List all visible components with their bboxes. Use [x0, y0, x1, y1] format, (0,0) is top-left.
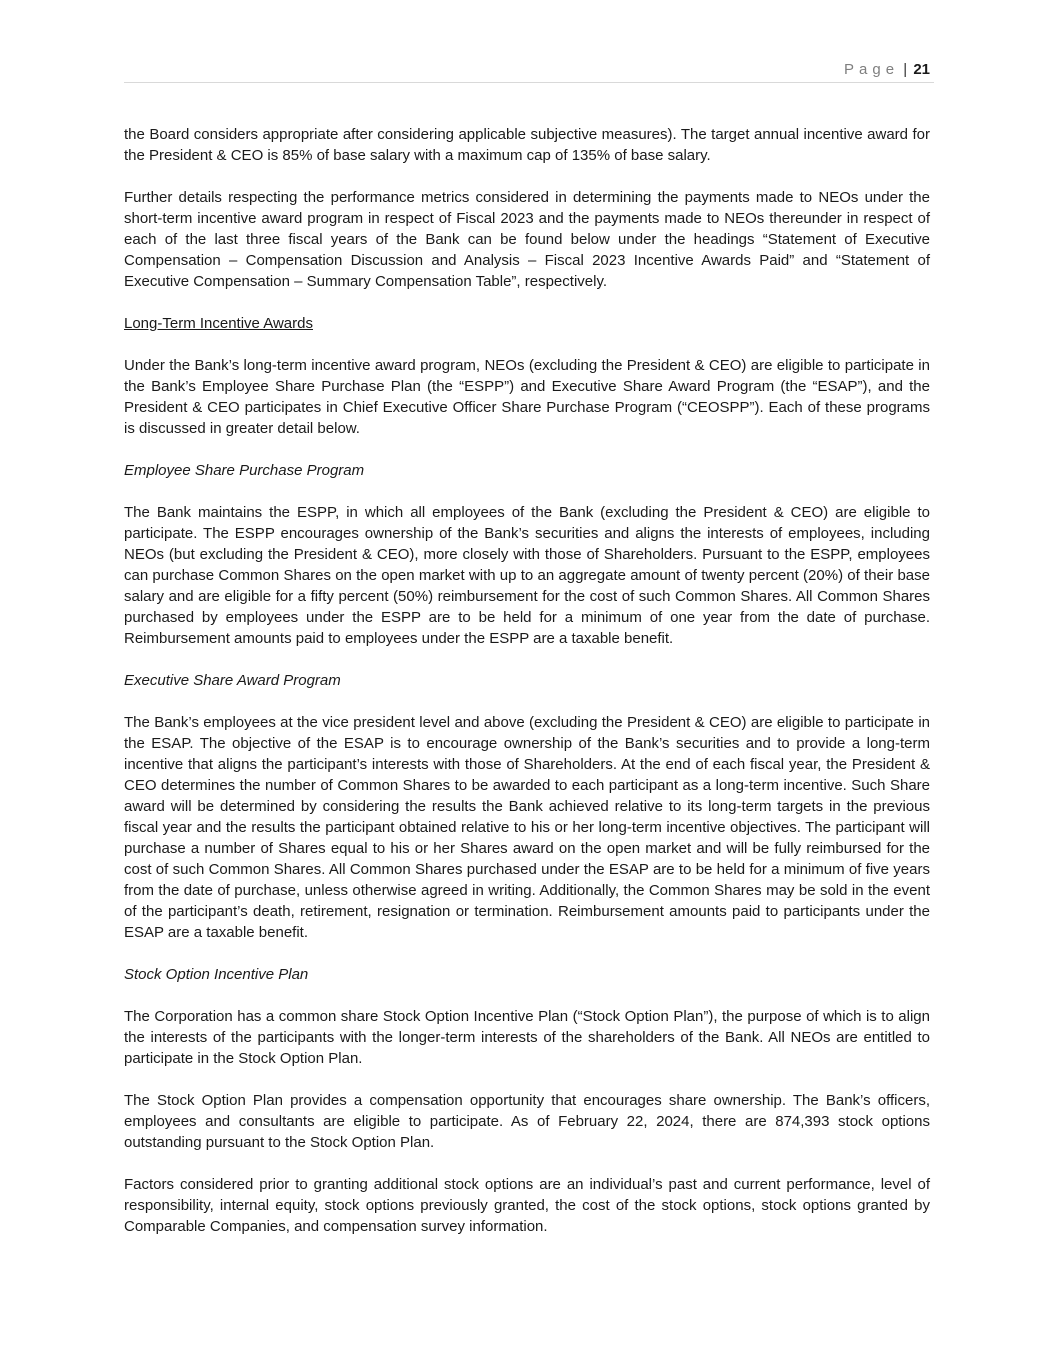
paragraph-target-award: the Board considers appropriate after considering applicable subjective measures). The target annual incentive award for the President & CEO is 85% of base salary with a maximum cap of 135% of base salary.	[124, 126, 930, 164]
heading-long-term-incentive-awards: Long-Term Incentive Awards	[124, 315, 313, 332]
paragraph-esap: The Bank’s employees at the vice president level and above (excluding the President & CEO) are eligible to participate in the ESAP. The objective of the ESAP is to encourage ownership of the Bank’s securities and to provide a long-term incentive that aligns the participant’s interests with those of Shareholders. At the end of each fiscal year, the President & CEO determines the number of Common Shares to be awarded to each participant as a long-term incentive. Such Share award will be determined by considering the results the Bank achieved relative to its long-term targets in the previous fiscal year and the results the participant obtained relative to his or her long-term incentive objectives. The participant will purchase a number of Shares equal to his or her Shares award on the open market and will be fully reimbursed for the cost of such Common Shares. All Common Shares purchased under the ESAP are to be held for a minimum of five years from the date of purchase, unless otherwise agreed in writing. Additionally, the Common Shares may be sold in the event of the participant’s death, retirement, resignation or termination. Reimbursement amounts paid to participants under the ESAP are a taxable benefit.	[124, 714, 930, 941]
paragraph-espp: The Bank maintains the ESPP, in which all employees of the Bank (excluding the President & CEO) are eligible to participate. The ESPP encourages ownership of the Bank’s securities and aligns the interests of employees, including NEOs (but excluding the President & CEO), more closely with those of Shareholders. Pursuant to the ESPP, employees can purchase Common Shares on the open market with up to an aggregate amount of twenty percent (20%) of their base salary and are eligible for a fifty percent (50%) reimbursement for the cost of such Common Shares. All Common Shares purchased by employees under the ESPP are to be held for a minimum of one year from the date of purchase. Reimbursement amounts paid to employees under the ESPP are a taxable benefit.	[124, 504, 930, 647]
paragraph-further-details: Further details respecting the performance metrics considered in determining the payments made to NEOs under the short-term incentive award program in respect of Fiscal 2023 and the payments made to NEOs thereunder in respect of each of the last three fiscal years of the Bank can be found below under the headings “Statement of Executive Compensation – Compensation Discussion and Analysis – Fiscal 2023 Incentive Awards Paid” and “Statement of Executive Compensation – Summary Compensation Table”, respectively.	[124, 189, 930, 290]
paragraph-long-term-program: Under the Bank’s long-term incentive award program, NEOs (excluding the President & CEO) are eligible to participate in the Bank’s Employee Share Purchase Plan (the “ESPP”) and Executive Share Award Program (the “ESAP”), and the President & CEO participates in Chief Executive Officer Share Purchase Program (“CEOSPP”). Each of these programs is discussed in greater detail below.	[124, 357, 930, 437]
page-separator: |	[903, 61, 908, 78]
paragraph-stock-option-factors: Factors considered prior to granting additional stock options are an individual’s past and current performance, level of responsibility, internal equity, stock options previously granted, the cost of the stock options, stock options granted by Comparable Companies, and compensation survey information.	[124, 1176, 930, 1235]
page-number: 21	[913, 61, 930, 78]
heading-employee-share-purchase: Employee Share Purchase Program	[124, 462, 365, 479]
page-header	[124, 60, 934, 83]
paragraph-stock-option-purpose: The Corporation has a common share Stock Option Incentive Plan (“Stock Option Plan”), the purpose of which is to align the interests of the participants with the longer-term interests of the shareholders of the Bank. All NEOs are entitled to participate in the Stock Option Plan.	[124, 1008, 930, 1067]
document-body	[124, 124, 930, 1258]
page-word: Page	[844, 61, 900, 78]
heading-stock-option-plan: Stock Option Incentive Plan	[124, 966, 309, 983]
paragraph-stock-option-opportunity: The Stock Option Plan provides a compensation opportunity that encourages share ownership. The Bank’s officers, employees and consultants are eligible to participate. As of February 22, 2024, there are 874,393 stock options outstanding pursuant to the Stock Option Plan.	[124, 1092, 930, 1151]
page-number-label	[844, 60, 930, 80]
heading-executive-share-award: Executive Share Award Program	[124, 672, 341, 689]
